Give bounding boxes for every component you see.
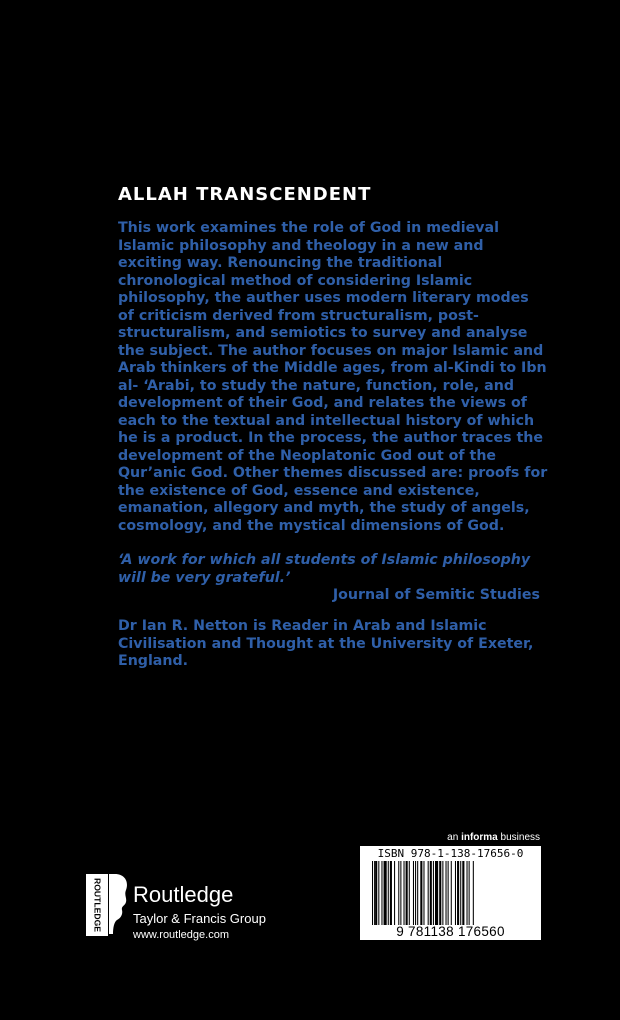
barcode-bar <box>448 861 449 925</box>
informa-suffix: business <box>500 832 540 843</box>
barcode-bar <box>446 861 447 925</box>
barcode-bar <box>384 861 387 925</box>
barcode-bar <box>375 861 377 925</box>
barcode-bar <box>400 861 401 925</box>
barcode-bar <box>417 861 418 925</box>
publisher-name: Routledge <box>133 882 234 907</box>
barcode-bar <box>462 861 464 925</box>
review-quote: ‘A work for which all students of Islamic philosophy will be very grateful.’ <box>118 552 531 586</box>
barcode-bar <box>374 861 375 925</box>
review-source: Journal of Semitic Studies <box>332 587 540 603</box>
barcode-bar <box>451 861 452 925</box>
barcode-bar <box>381 861 382 925</box>
barcode-bar <box>442 861 443 925</box>
barcode-bar <box>428 861 429 925</box>
barcode-bar <box>409 861 410 925</box>
barcode-bar <box>398 861 399 925</box>
barcode-bar <box>390 861 392 925</box>
barcode-bar <box>423 861 424 925</box>
barcode-bar <box>404 861 405 925</box>
informa-brand: informa <box>461 832 498 843</box>
book-description: This work examines the role of God in medieval Islamic philosophy and theology in a new and exciting way. Renouncing the traditional chronological method of considering Islamic philosophy, the auther uses modern literary modes of criticism derived from structuralism, post-structuralism, and semiotics to survey and analyse the subject. The author focuses on major Islamic and Arab thinkers of the Middle ages, from al-Kindi to Ibn al- ‘Arabi, to study the nature, function, role, and development of their God, and relates the views of each to the textual and intellectual history of which he is a product. In the process, the author traces the development of the Neoplatonic God out of the Qur’anic God. Other themes discussed are: proofs for the existence of God, essence and existence, emanation, allegory and myth, the study of angels, cosmology, and the mystical dimensions of God. <box>118 220 548 534</box>
barcode-bar <box>457 861 459 925</box>
barcode-bar <box>430 861 432 925</box>
book-title: ALLAH TRANSCENDENT <box>118 184 372 205</box>
barcode-bar <box>439 861 441 925</box>
barcode-bar <box>372 861 373 925</box>
barcode-bar <box>467 861 468 925</box>
barcode-bar <box>378 861 379 925</box>
isbn-label: ISBN 978-1-138-17656-0 <box>377 847 524 860</box>
barcode-bar <box>473 861 474 925</box>
barcode-bar <box>435 861 438 925</box>
barcode-bar <box>469 861 470 925</box>
barcode-bar <box>413 861 414 925</box>
barcode-bar <box>420 861 422 925</box>
barcode-bar <box>388 861 389 925</box>
publisher-url[interactable]: www.routledge.com <box>133 929 229 941</box>
barcode-bar <box>406 861 408 925</box>
informa-business-label <box>447 832 540 843</box>
barcode-bar <box>455 861 456 925</box>
publisher-profile-icon <box>109 872 131 936</box>
barcode-bar <box>415 861 416 925</box>
routledge-logo-icon <box>86 874 108 936</box>
barcode-digits: 9 781138 176560 <box>396 924 505 939</box>
informa-prefix: an <box>447 832 459 843</box>
barcode-bar <box>460 861 461 925</box>
author-bio: Dr Ian R. Netton is Reader in Arab and Islamic Civilisation and Thought at the University of Exeter, England. <box>118 618 534 669</box>
barcode-bars <box>372 861 529 925</box>
publisher-group: Taylor & Francis Group <box>133 911 266 926</box>
routledge-logo-text: ROUTLEDGE <box>92 878 103 932</box>
isbn-barcode <box>360 846 541 940</box>
barcode-bar <box>394 861 395 925</box>
barcode-bar <box>433 861 434 925</box>
